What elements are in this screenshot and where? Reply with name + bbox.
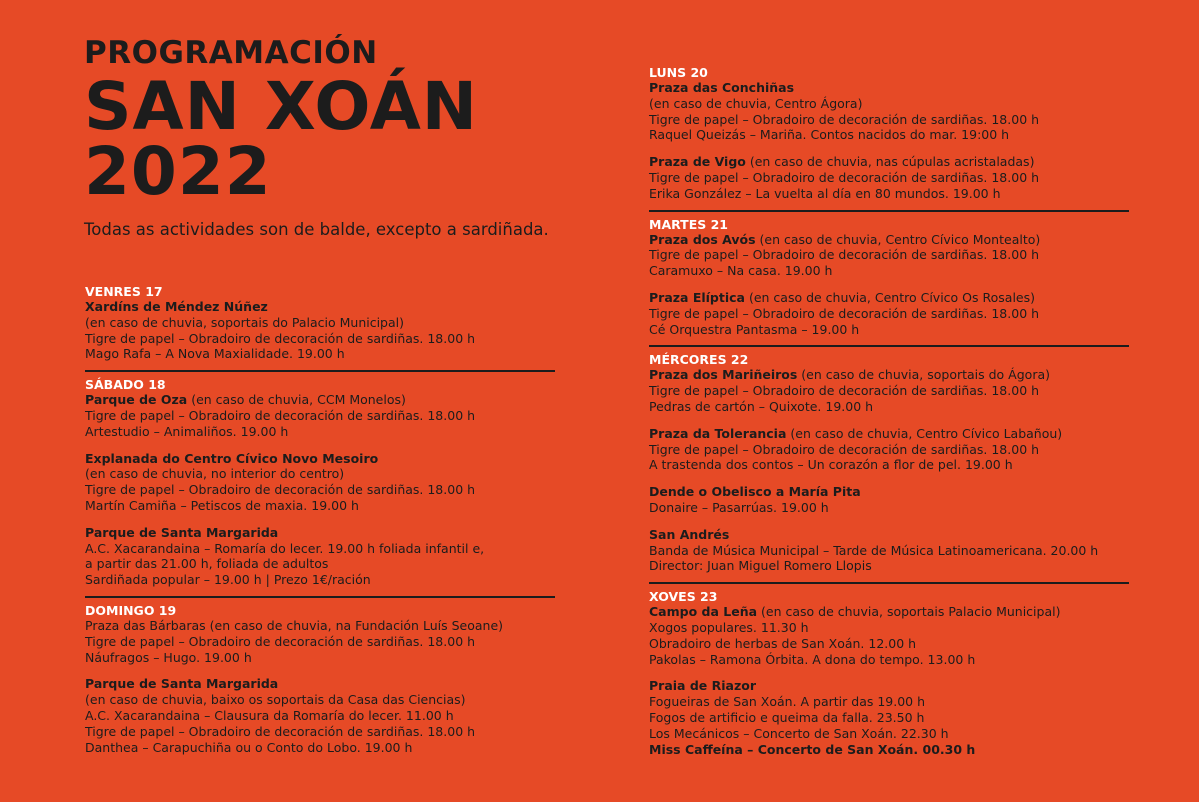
day-block-sabado-18 — [85, 378, 555, 598]
line-text: Tigre de papel – Obradoiro de decoración de sardiñas. 18.00 h — [85, 482, 476, 498]
schedule-line — [649, 543, 1129, 559]
line-text: (en caso de chuvia, Centro Cívico Montealto) — [755, 231, 1041, 247]
schedule-line — [649, 742, 1129, 758]
day-block-mercores-22 — [649, 353, 1129, 584]
line-text: Tigre de papel – Obradoiro de decoración de sardiñas. 18.00 h — [649, 111, 1040, 127]
day-label: MARTES 21 — [649, 216, 728, 232]
day-label: LUNS 20 — [649, 65, 708, 80]
schedule-line — [649, 636, 1129, 652]
schedule-line — [649, 678, 1129, 694]
schedule-line — [649, 442, 1129, 458]
schedule-line — [85, 541, 555, 557]
header-note: Todas as actividades son de balde, excepto a sardiñada. — [84, 220, 549, 239]
line-text: (en caso de chuvia, CCM Monelos) — [187, 392, 406, 408]
line-text: Erika González – La vuelta al día en 80 mundos. 19.00 h — [649, 185, 1001, 201]
schedule-line — [85, 346, 555, 362]
line-text: Donaire – Pasarrúas. 19.00 h — [649, 499, 829, 515]
venue-name: Praza de Vigo — [649, 154, 746, 170]
venue-name: Parque de Santa Margarida — [85, 676, 279, 692]
schedule-line — [649, 263, 1129, 279]
header-year: 2022 — [84, 133, 272, 210]
line-text: Cé Orquestra Pantasma – 19.00 h — [649, 321, 860, 337]
schedule-line — [85, 740, 555, 756]
line-text: Tigre de papel – Obradoiro de decoración de sardiñas. 18.00 h — [85, 407, 476, 423]
line-text: Xogos populares. 11.30 h — [649, 619, 809, 635]
line-text: Tigre de papel – Obradoiro de decoración de sardiñas. 18.00 h — [649, 169, 1040, 185]
day-label: VENRES 17 — [85, 284, 163, 299]
schedule-line — [85, 299, 555, 315]
schedule-line — [85, 650, 555, 666]
venue-name: Praza da Tolerancia — [649, 425, 787, 441]
schedule-line — [649, 484, 1129, 500]
schedule-line — [649, 500, 1129, 516]
line-text: (en caso de chuvia, nas cúpulas acristaladas) — [745, 154, 1035, 170]
venue-name: Praia de Riazor — [649, 678, 756, 694]
venue-name: San Andrés — [649, 526, 730, 542]
schedule-line — [85, 392, 555, 408]
line-text: Artestudio – Animaliños. 19.00 h — [85, 423, 289, 439]
line-text: Pedras de cartón – Quixote. 19.00 h — [649, 398, 874, 414]
line-text: A.C. Xacarandaina – Clausura da Romaría do lecer. 11.00 h — [85, 707, 454, 723]
schedule-line — [649, 726, 1129, 742]
venue-block — [85, 525, 555, 588]
schedule-line — [649, 710, 1129, 726]
schedule-line — [85, 498, 555, 514]
venue-name: Praza Elíptica — [649, 289, 745, 305]
schedule-line — [85, 618, 555, 634]
day-block-domingo-19 — [85, 604, 555, 763]
line-text: a partir das 21.00 h, foliada de adultos — [85, 556, 329, 572]
day-block-venres-17 — [85, 285, 555, 372]
line-text: (en caso de chuvia, baixo os soportais da Casa das Ciencias) — [85, 692, 466, 708]
venue-name: Praza dos Mariñeiros — [649, 367, 798, 383]
schedule-line — [649, 170, 1129, 186]
schedule-line — [649, 186, 1129, 202]
day-block-xoves-23 — [649, 590, 1129, 765]
venue-block — [649, 80, 1129, 143]
venue-block — [649, 290, 1129, 337]
schedule-line — [85, 572, 555, 588]
line-text: Raquel Queizás – Mariña. Contos nacidos do mar. 19:00 h — [649, 127, 1010, 143]
schedule-line — [649, 232, 1129, 248]
line-text: (en caso de chuvia, soportais Palacio Municipal) — [757, 604, 1061, 620]
venue-block — [649, 232, 1129, 279]
schedule-line — [85, 482, 555, 498]
schedule-line — [85, 724, 555, 740]
line-text: (en caso de chuvia, Centro Cívico Os Rosales) — [744, 289, 1035, 305]
line-text: Los Mecánicos – Concerto de San Xoán. 22.30 h — [649, 725, 949, 741]
venue-name: Campo da Leña — [649, 604, 758, 620]
line-text: Martín Camiña – Petiscos de maxia. 19.00 h — [85, 497, 359, 513]
schedule-line — [85, 634, 555, 650]
day-block-luns-20 — [649, 66, 1129, 212]
venue-name: Praza das Conchiñas — [649, 80, 795, 95]
venue-name: Praza dos Avós — [649, 231, 756, 247]
venue-block — [649, 154, 1129, 201]
line-text: Fogueiras de San Xoán. A partir das 19.00 h — [649, 694, 926, 710]
venue-block — [649, 426, 1129, 473]
schedule-line — [85, 676, 555, 692]
line-text: Banda de Música Municipal – Tarde de Música Latinoamericana. 20.00 h — [649, 542, 1099, 558]
line-text: Praza das Bárbaras (en caso de chuvia, na Fundación Luís Seoane) — [85, 617, 504, 633]
schedule-line — [85, 692, 555, 708]
schedule-line — [85, 556, 555, 572]
schedule-line — [649, 383, 1129, 399]
day-label: MÉRCORES 22 — [649, 352, 749, 368]
line-text: Pakolas – Ramona Órbita. A dona do tempo. 13.00 h — [649, 651, 976, 667]
schedule-line — [649, 154, 1129, 170]
header-title: SAN XOÁN — [84, 68, 479, 145]
schedule-line — [649, 652, 1129, 668]
line-text: Danthea – Carapuchiña ou o Conto do Lobo. 19.00 h — [85, 739, 413, 755]
line-text: Náufragos – Hugo. 19.00 h — [85, 649, 252, 665]
schedule-line — [85, 466, 555, 482]
schedule-line — [649, 80, 1129, 96]
schedule-line — [649, 306, 1129, 322]
line-text: (en caso de chuvia, soportais do Ágora) — [797, 367, 1050, 383]
schedule-line — [649, 367, 1129, 383]
schedule-line — [649, 96, 1129, 112]
schedule-line — [649, 457, 1129, 473]
schedule-line — [649, 558, 1129, 574]
line-text: Caramuxo – Na casa. 19.00 h — [649, 263, 833, 279]
venue-block — [85, 451, 555, 514]
schedule-line — [85, 408, 555, 424]
venue-block — [649, 527, 1129, 574]
line-text: Tigre de papel – Obradoiro de decoración de sardiñas. 18.00 h — [85, 633, 476, 649]
schedule-line — [649, 426, 1129, 442]
venue-name: Miss Caffeína – Concerto de San Xoán. 00.30 h — [649, 741, 976, 757]
line-text: Director: Juan Miguel Romero Llopis — [649, 558, 872, 574]
line-text: A trastenda dos contos – Un corazón a flor de pel. 19.00 h — [649, 457, 1013, 473]
line-text: Tigre de papel – Obradoiro de decoración de sardiñas. 18.00 h — [649, 383, 1040, 399]
schedule-line — [649, 604, 1129, 620]
schedule-line — [649, 127, 1129, 143]
line-text: Tigre de papel – Obradoiro de decoración de sardiñas. 18.00 h — [85, 723, 476, 739]
schedule-line — [85, 331, 555, 347]
day-block-martes-21 — [649, 218, 1129, 348]
schedule-line — [85, 315, 555, 331]
schedule-line — [85, 451, 555, 467]
line-text: (en caso de chuvia, Centro Cívico Labañou) — [786, 425, 1063, 441]
schedule-column-right — [649, 66, 1129, 771]
day-label: XOVES 23 — [649, 589, 718, 605]
schedule-line — [649, 620, 1129, 636]
line-text: Tigre de papel – Obradoiro de decoración de sardiñas. 18.00 h — [85, 330, 476, 346]
schedule-line — [649, 527, 1129, 543]
venue-block — [649, 484, 1129, 516]
schedule-line — [649, 322, 1129, 338]
day-label: SÁBADO 18 — [85, 377, 166, 393]
line-text: Sardiñada popular – 19.00 h | Prezo 1€/ración — [85, 572, 371, 588]
schedule-column-left — [85, 285, 555, 769]
line-text: (en caso de chuvia, Centro Ágora) — [649, 95, 863, 111]
line-text: Mago Rafa – A Nova Maxialidade. 19.00 h — [85, 346, 345, 362]
line-text: Tigre de papel – Obradoiro de decoración de sardiñas. 18.00 h — [649, 441, 1040, 457]
venue-block — [85, 618, 555, 665]
venue-name: Dende o Obelisco a María Pita — [649, 484, 861, 500]
venue-name: Parque de Santa Margarida — [85, 524, 279, 540]
schedule-line — [85, 424, 555, 440]
venue-name: Parque de Oza — [85, 392, 188, 408]
schedule-line — [85, 525, 555, 541]
schedule-line — [649, 694, 1129, 710]
header-kicker: PROGRAMACIÓN — [84, 35, 378, 71]
line-text: Fogos de artificio e queima da falla. 23.50 h — [649, 709, 925, 725]
venue-block — [649, 678, 1129, 757]
venue-block — [85, 299, 555, 362]
venue-name: Explanada do Centro Cívico Novo Mesoiro — [85, 450, 379, 466]
line-text: Obradoiro de herbas de San Xoán. 12.00 h — [649, 635, 917, 651]
schedule-line — [649, 112, 1129, 128]
schedule-line — [85, 708, 555, 724]
line-text: A.C. Xacarandaina – Romaría do lecer. 19.00 h foliada infantil e, — [85, 540, 485, 556]
venue-block — [649, 367, 1129, 414]
venue-block — [85, 676, 555, 755]
venue-block — [649, 604, 1129, 667]
line-text: (en caso de chuvia, soportais do Palacio Municipal) — [85, 314, 405, 330]
poster-header — [84, 36, 604, 240]
line-text: Tigre de papel – Obradoiro de decoración de sardiñas. 18.00 h — [649, 305, 1040, 321]
line-text: Tigre de papel – Obradoiro de decoración de sardiñas. 18.00 h — [649, 247, 1040, 263]
line-text: (en caso de chuvia, no interior do centro) — [85, 466, 345, 482]
day-label: DOMINGO 19 — [85, 602, 177, 618]
schedule-line — [649, 290, 1129, 306]
venue-name: Xardíns de Méndez Núñez — [85, 299, 268, 314]
schedule-line — [649, 247, 1129, 263]
venue-block — [85, 392, 555, 439]
schedule-line — [649, 399, 1129, 415]
